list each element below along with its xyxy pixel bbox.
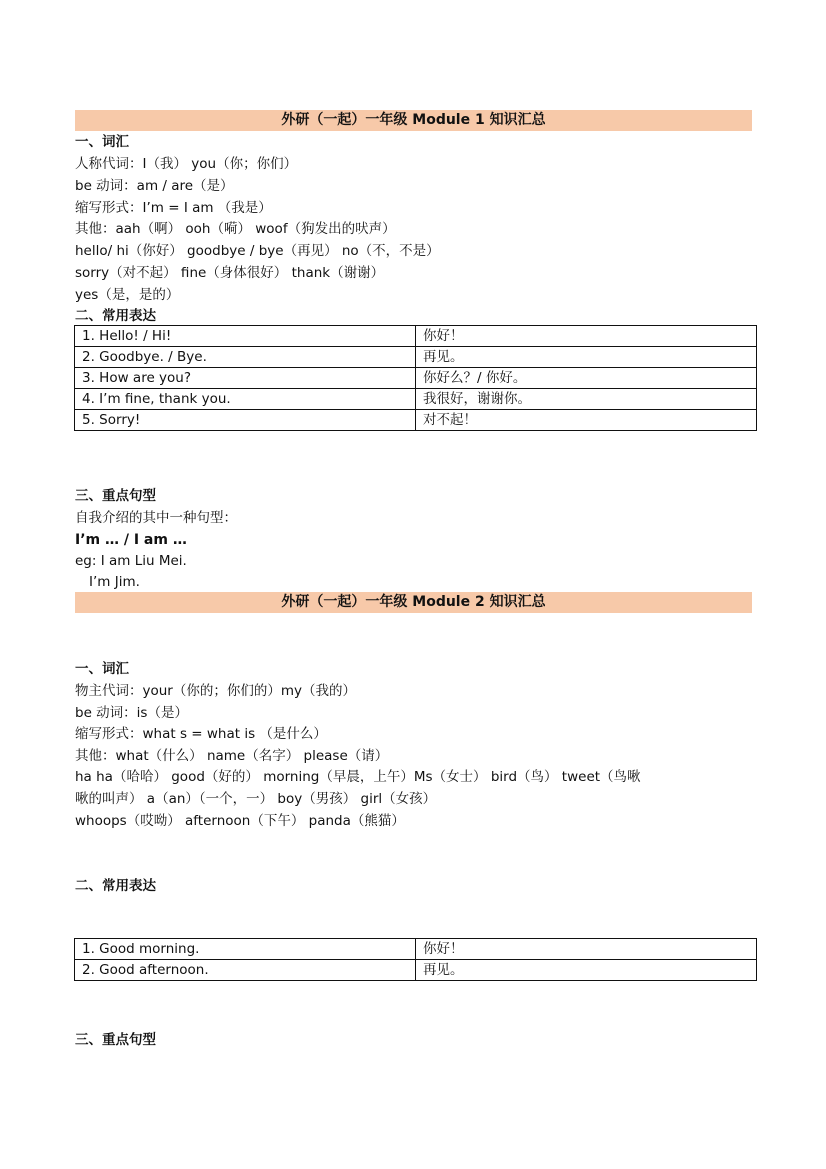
table-row	[75, 389, 757, 410]
module2-vocab-line: 物主代词：your（你的；你们的）my（我的）	[75, 683, 356, 699]
module2-sentences-heading: 三、重点句型	[75, 1032, 156, 1048]
module2-vocab-heading: 一、词汇	[75, 661, 129, 677]
module1-vocab-line: yes（是，是的）	[75, 287, 180, 303]
expression-zh: 再见。	[416, 960, 757, 981]
module1-vocab-heading: 一、词汇	[75, 134, 129, 150]
module1-vocab-line: sorry（对不起） fine（身体很好） thank（谢谢）	[75, 265, 385, 281]
module1-sentence-pattern: I’m … / I am …	[75, 532, 187, 548]
table-row	[75, 326, 757, 347]
expression-en: 1. Hello! / Hi!	[75, 326, 416, 347]
module1-vocab-line: hello/ hi（你好） goodbye / bye（再见） no（不，不是）	[75, 243, 440, 259]
expression-en: 5. Sorry!	[75, 410, 416, 431]
expression-en: 2. Goodbye. / Bye.	[75, 347, 416, 368]
expression-zh: 你好么？/ 你好。	[416, 368, 757, 389]
expression-en: 3. How are you?	[75, 368, 416, 389]
module2-vocab-line: 缩写形式：what s = what is （是什么）	[75, 726, 327, 742]
module2-expressions-table	[74, 938, 757, 981]
module1-vocab-line: 人称代词：I（我） you（你；你们）	[75, 156, 298, 172]
table-row	[75, 939, 757, 960]
module1-sentences-heading: 三、重点句型	[75, 488, 156, 504]
module2-vocab-line: ha ha（哈哈） good（好的） morning（早晨，上午）Ms（女士） bird（鸟） tweet（鸟啾	[75, 769, 641, 785]
module1-vocab-line: 其他：aah（啊） ooh（嗬） woof（狗发出的吠声）	[75, 221, 396, 237]
module1-example: I’m Jim.	[89, 574, 140, 590]
expression-zh: 再见。	[416, 347, 757, 368]
expression-zh: 对不起！	[416, 410, 757, 431]
expression-en: 4. I’m fine, thank you.	[75, 389, 416, 410]
expression-zh: 你好！	[416, 939, 757, 960]
module1-expressions-heading: 二、常用表达	[75, 308, 156, 324]
table-row	[75, 410, 757, 431]
expression-zh: 我很好，谢谢你。	[416, 389, 757, 410]
module2-title: 外研（一起）一年级 Module 2 知识汇总	[75, 592, 752, 613]
module1-vocab-line: be 动词：am / are（是）	[75, 178, 234, 194]
expression-zh: 你好！	[416, 326, 757, 347]
module1-vocab-line: 缩写形式：I’m = I am （我是）	[75, 200, 272, 216]
module1-example: eg: I am Liu Mei.	[75, 553, 187, 569]
module1-sentences-intro: 自我介绍的其中一种句型：	[75, 510, 237, 526]
module1-expressions-table	[74, 325, 757, 431]
expression-en: 1. Good morning.	[75, 939, 416, 960]
module2-vocab-line: whoops（哎呦） afternoon（下午） panda（熊猫）	[75, 813, 405, 829]
module2-vocab-line: be 动词：is（是）	[75, 705, 188, 721]
module2-vocab-line: 其他：what（什么） name（名字） please（请）	[75, 748, 389, 764]
table-row	[75, 960, 757, 981]
table-row	[75, 347, 757, 368]
module1-title: 外研（一起）一年级 Module 1 知识汇总	[75, 110, 752, 131]
table-row	[75, 368, 757, 389]
expression-en: 2. Good afternoon.	[75, 960, 416, 981]
module2-expressions-heading: 二、常用表达	[75, 878, 156, 894]
module2-vocab-line: 啾的叫声） a（an）（一个，一） boy（男孩） girl（女孩）	[75, 791, 437, 807]
